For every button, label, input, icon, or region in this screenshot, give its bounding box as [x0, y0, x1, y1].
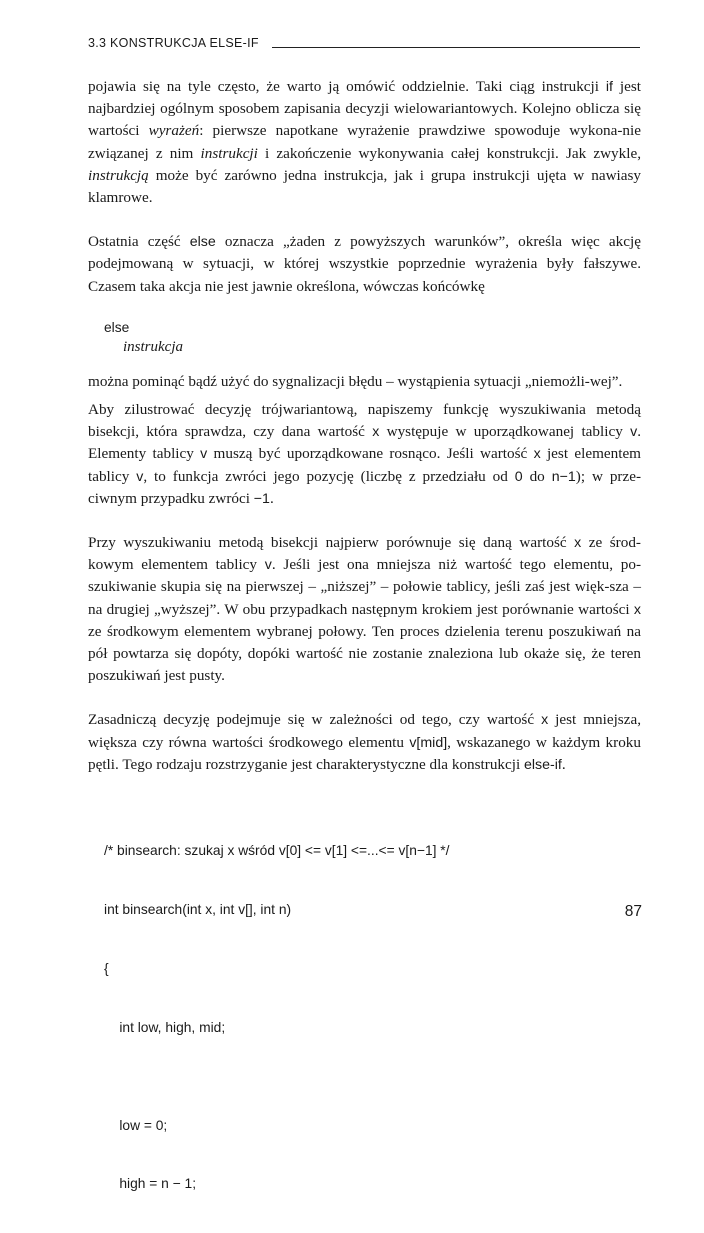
code-line: low = 0; — [104, 1117, 168, 1133]
code-line: { — [104, 960, 109, 976]
code-line: /* binsearch: szukaj x wśród v[0] <= v[1] <=...<= v[n−1] */ — [104, 843, 450, 859]
inline-code: 0 — [514, 468, 523, 485]
inline-code: x — [533, 446, 541, 463]
inline-code: v — [630, 424, 638, 441]
page-body — [88, 76, 641, 1233]
code-line: int binsearch(int x, int v[], int n) — [104, 902, 292, 918]
page-number: 87 — [624, 903, 642, 920]
inline-code: −1 — [253, 490, 270, 507]
running-header — [88, 36, 640, 56]
binsearch-code-block — [88, 802, 641, 1233]
inline-code: x — [372, 424, 380, 441]
inline-code: if — [605, 79, 613, 95]
emphasis: instrukcją — [88, 166, 149, 184]
paragraph-6: Zasadniczą decyzję podejmuje się w zależności od tego, czy wartość x jest mniejsza, większa czy równa wartości środkowego elementu v[mid], wskazanego w każdym kroku pętli. Tego rodzaju rozstrzyganie jest charakterystyczne dla konstrukcji else-if. — [88, 711, 641, 773]
paragraph-2: Ostatnia część else oznacza „żaden z powyższych warunków”, określa więc akcję podejmowaną w sytuacji, w której wszystkie poprzednie wyrażenia były fałszywe. Czasem taka akcja nie jest jawnie określona, wówczas końcówkę — [88, 233, 641, 295]
code-line: high = n − 1; — [104, 1176, 197, 1192]
paragraph-5: Przy wyszukiwaniu metodą bisekcji najpierw porównuje się daną wartość x ze środ-kowym elementem tablicy v. Jeśli jest ona mniejsza niż wartość tego elementu, po-szukiwanie skupia się na pierwszej – „niższej” – połowie tablicy, jeśli zaś jest więk-sza – na drugiej „wyższej”. W obu przypadkach następnym krokiem jest porównanie wartości x ze środkowym elementem wybranej połowy. Ten proces dzielenia terenu poszukiwań na pół powtarza się dopóty, dopóki wartość nie zostanie znaleziona lub okaże się, że teren poszukiwań jest pusty. — [88, 534, 642, 685]
header-rule — [272, 47, 640, 48]
header-title: 3.3 KONSTRUKCJA ELSE-IF — [88, 36, 259, 50]
inline-code: x — [541, 712, 549, 729]
inline-code: v — [264, 557, 272, 574]
paragraph-3: można pominąć bądź użyć do sygnalizacji błędu – wystąpienia sytuacji „niemożli-wej”. — [88, 372, 623, 390]
inline-code: x — [633, 601, 641, 618]
inline-code: v — [136, 468, 144, 485]
inline-code: x — [574, 535, 582, 552]
paragraph-4: Aby zilustrować decyzję trójwariantową, napiszemy funkcję wyszukiwania metodą bisekcji, która sprawdza, czy dana wartość x występuje w uporządkowanej tablicy v. Elementy tablicy v muszą być uporządkowane rosnąco. Jeśli wartość x jest elementem tablicy v, to funkcja zwróci jego pozycję (liczbę z przedziału od 0 do n−1); w prze-ciwnym przypadku zwróci −1. — [88, 401, 642, 507]
inline-code: n−1 — [551, 468, 576, 485]
inline-code: else — [189, 234, 216, 251]
inline-code: v — [200, 446, 208, 463]
else-code-block: else instrukcja — [104, 319, 183, 355]
paragraph-1: pojawia się na tyle często, że warto ją omówić oddzielnie. Taki ciąg instrukcji if jest najbardziej ogólnym sposobem zapisania decyzji wielowariantowych. Kolejno oblicza się wartości wyrażeń: pierwsze napotkane wyrażenie prawdziwe spowoduje wykona-nie związanej z nim instrukcji i zakończenie wykonywania całej konstrukcji. Jak zwykle, instrukcją może być zarówno jedna instrukcja, jak i grupa instrukcji ujęta w nawiasy klamrowe. — [88, 78, 642, 207]
emphasis: wyrażeń — [148, 122, 200, 140]
code-line: int low, high, mid; — [104, 1019, 226, 1035]
emphasis: instrukcji — [200, 144, 258, 162]
inline-code: else-if — [523, 756, 562, 773]
inline-code: v[mid] — [409, 734, 448, 751]
